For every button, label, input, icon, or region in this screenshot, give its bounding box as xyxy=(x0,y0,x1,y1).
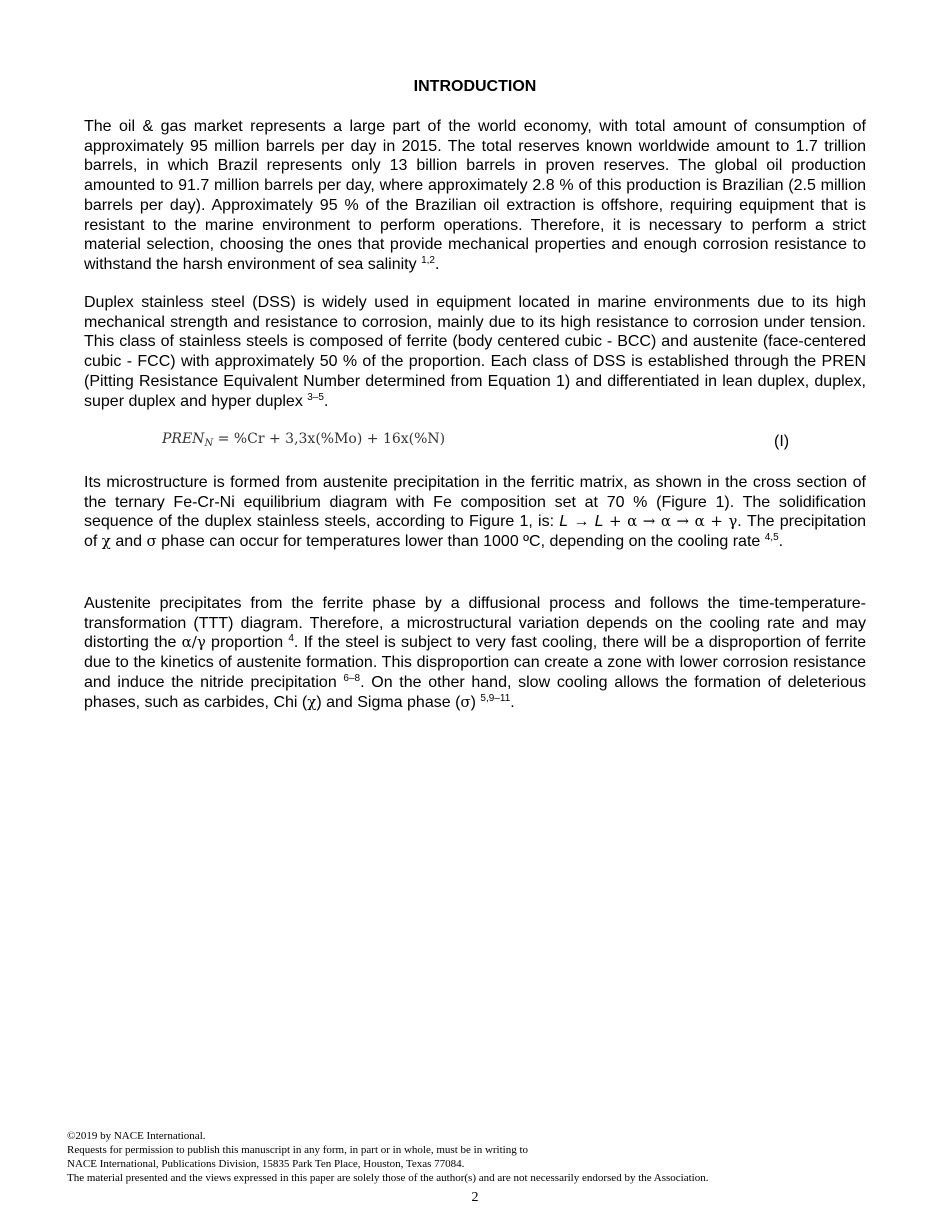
citation-ref: 4,5 xyxy=(764,532,779,544)
citation-ref: 5,9–11 xyxy=(480,692,511,704)
copyright-footer xyxy=(67,1129,887,1185)
page-number: 2 xyxy=(471,1190,479,1205)
paragraph-duplex-steel: Duplex stainless steel (DSS) is widely used in equipment located in marine environments due to its high mechanical strength and resistance to corrosion, mainly due to its high resistance to corrosion under tension. This class of stainless steels is composed of ferrite (body centered cubic - BCC) and austenite (face-centered cubic - FCC) with approximately 50 % of the proportion. Each class of DSS is established through the PREN (Pitting Resistance Equivalent Number determined from Equation 1) and differentiated in lean duplex, duplex, super duplex and hyper duplex $^{3-5}$. xyxy=(84,294,866,410)
citation-ref: 3–5 xyxy=(307,391,324,403)
footer-address: NACE International, Publications Division, 15835 Park Ten Place, Houston, Texas 77084. xyxy=(67,1158,465,1170)
paragraph-text: The oil & gas market represents a large part of the world economy, with total amount of consumption of approximately 95 million barrels per day in 2015. The total reserves known worldwide amount to 1.7 trillion barrels, in which Brazil represents only 13 billion barrels in proven reserves. The global oil production amounted to 91.7 million barrels per day, where approximately 2.8 % of this production is Brazilian (2.5 million barrels per day). Approximately 95 % of the Brazilian oil extraction is offshore, requiring equipment that is resistant to the marine environment to perform operations. Therefore, it is necessary to perform a strict material selection, choosing the ones that provide mechanical properties and enough corrosion resistance to withstand the harsh environment of sea salinity xyxy=(84,118,866,273)
pren-equation: $PREN_N = \%Cr + 3,3x(\%Mo) + 16x(\%N)$ xyxy=(162,431,446,449)
citation-ref: 6–8 xyxy=(343,672,361,684)
footer-disclaimer: The material presented and the views expressed in this paper are solely those of the author(s) and are not necessarily endorsed by the Association. xyxy=(67,1172,709,1184)
paragraph-austenite-precipitation: Austenite precipitates from the ferrite phase by a diffusional process and follows the time-temperature-transformation (TTT) diagram. Therefore, a microstructural variation depends on the cooling rate and may distorting the α/γ proportion $^4$. If the steel is subject to very fast cooling, there will be a disproportion of ferrite due to the kinetics of austenite formation. This disproportion can create a zone with lower corrosion resistance and induce the nitride precipitation $^{6-8}$. On the other hand, slow cooling allows the formation of deleterious phases, such as carbides, Chi (χ) and Sigma phase (σ) $^{5,9-11}$. xyxy=(84,595,867,711)
citation-ref: 4 xyxy=(288,633,294,645)
footer-copyright: ©2019 by NACE International. xyxy=(67,1130,206,1142)
footer-permissions: Requests for permission to publish this manuscript in any form, in part or in whole, must be in writing to xyxy=(67,1144,529,1156)
solidification-sequence: + α → α → α + γ xyxy=(603,512,738,531)
paragraph-oil-gas-market: The oil & gas market represents a large part of the world economy, with total amount of consumption of approximately 95 million barrels per day in 2015. The total reserves known worldwide amount to 1.7 trillion barrels, in which Brazil represents only 13 billion barrels in proven reserves. The global oil production amounted to 91.7 million barrels per day, where approximately 2.8 % of this production is Brazilian (2.5 million barrels per day). Approximately 95 % of the Brazilian oil extraction is offshore, requiring equipment that is resistant to the marine environment to perform operations. Therefore, it is necessary to perform a strict material selection, choosing the ones that provide mechanical properties and enough corrosion resistance to withstand the harsh environment of sea salinity $^{1,2}$. xyxy=(84,118,866,273)
citation-ref: 1,2 xyxy=(421,254,435,266)
paragraph-text: Duplex stainless steel (DSS) is widely used in equipment located in marine environments due to its high mechanical strength and resistance to corrosion, mainly due to its high resistance to corrosion under tension. This class of stainless steels is composed of ferrite (body centered cubic - BCC) and austenite (face-centered cubic - FCC) with approximately 50 % of the proportion. Each class of DSS is established through the PREN (Pitting Resistance Equivalent Number determined from Equation 1) and differentiated in lean duplex, duplex, super duplex and hyper duplex xyxy=(84,294,866,410)
equation-number: (I) xyxy=(774,433,790,450)
section-heading: INTRODUCTION xyxy=(413,78,537,95)
paragraph-microstructure: Its microstructure is formed from austenite precipitation in the ferritic matrix, as shown in the cross section of the ternary Fe-Cr-Ni equilibrium diagram with Fe composition set at 70 % (Figure 1). The solidification sequence of the duplex stainless steels, according to Figure 1, is: L → L + α → α → α + γ. The precipitation of χ and σ phase can occur for temperatures lower than 1000 ºC, depending on the cooling rate $^{4,5}$. xyxy=(84,474,866,551)
